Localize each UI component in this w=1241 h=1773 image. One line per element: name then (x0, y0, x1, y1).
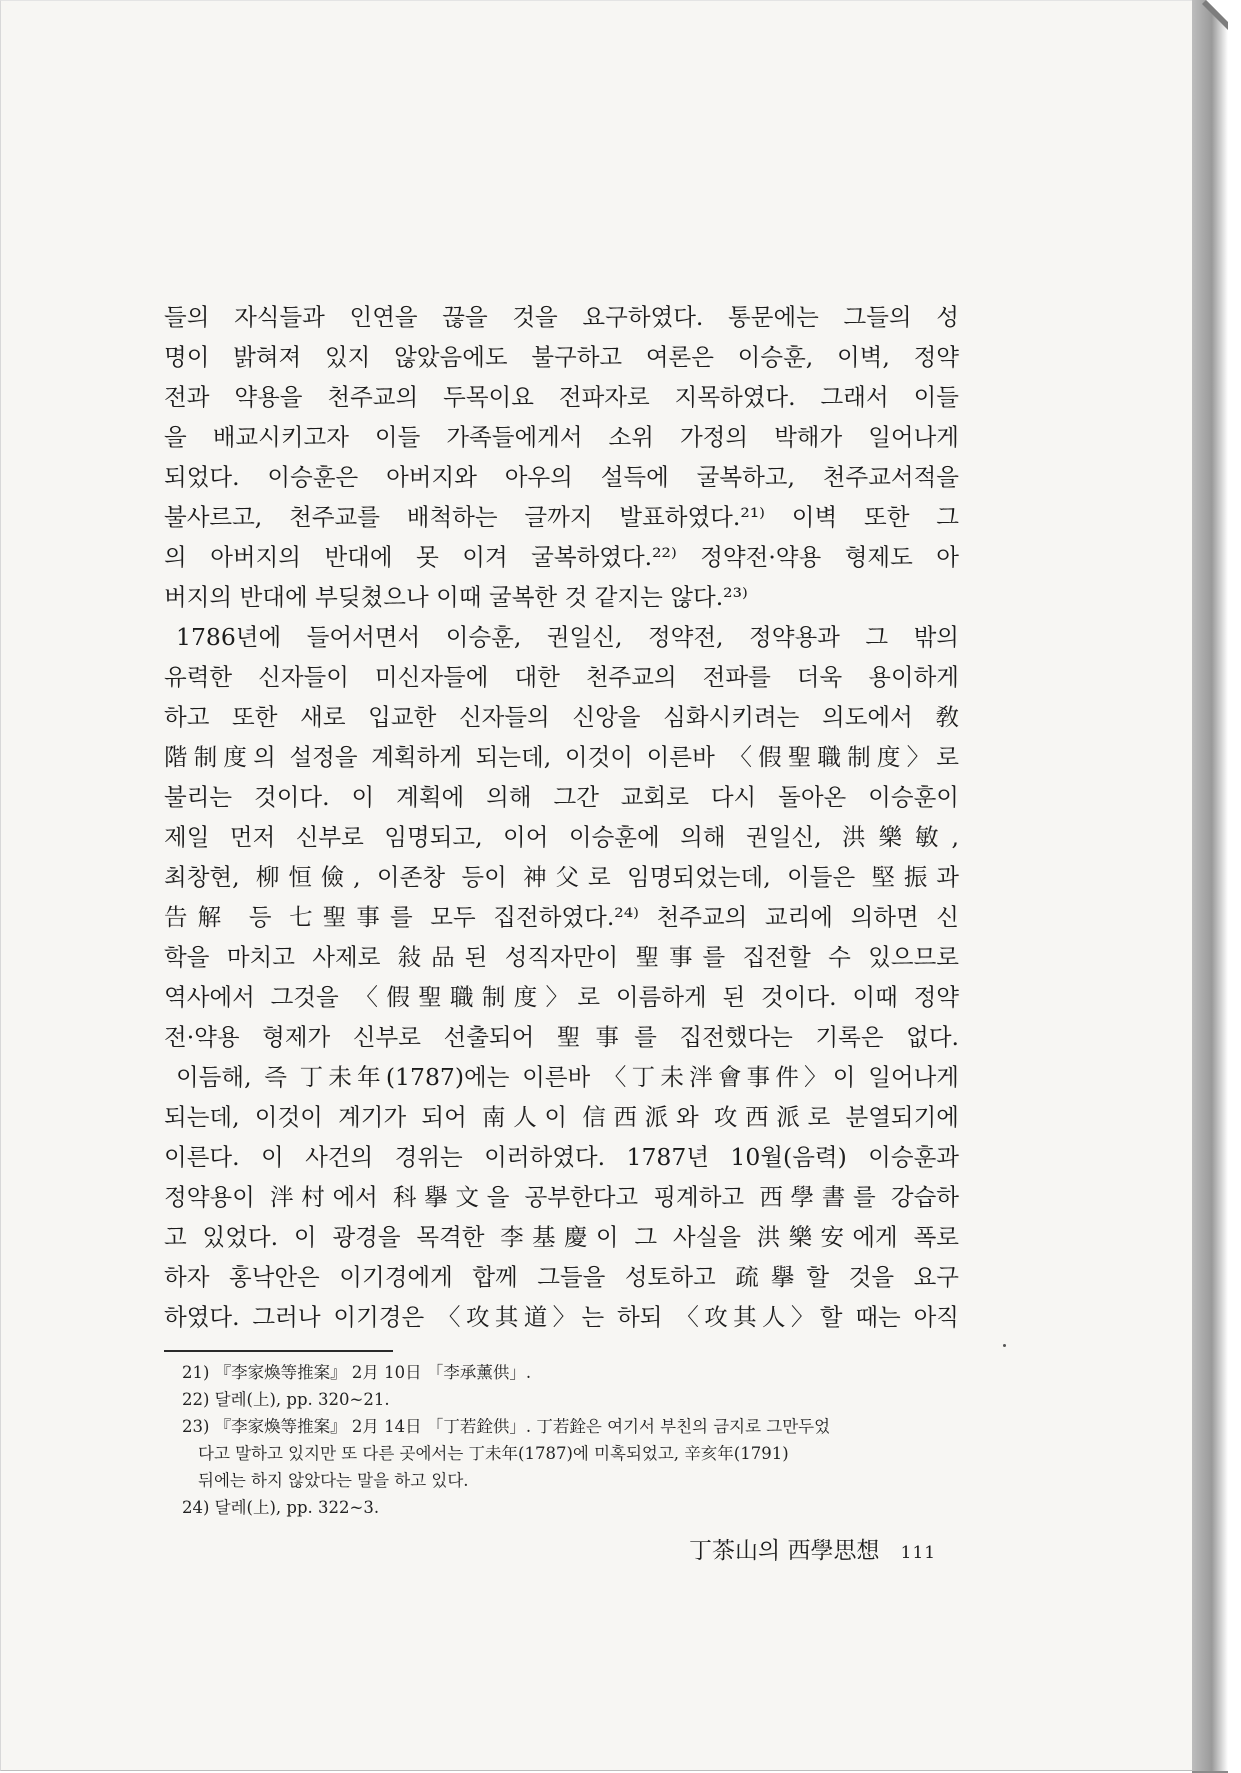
text-line: 고 있었다. 이 광경을 목격한 李基慶이 그 사실을 洪樂安에게 폭로 (164, 1223, 959, 1251)
footnotes (182, 1359, 972, 1521)
text-line: 전·약용 형제가 신부로 선출되어 聖事를 집전했다는 기록은 없다. (164, 1023, 959, 1051)
text-line: 정약용이 泮村에서 科擧文을 공부한다고 핑계하고 西學書를 강습하 (164, 1183, 959, 1211)
page-curl-shadow (1192, 0, 1241, 1773)
paragraph-2 (164, 617, 959, 1057)
paragraph-3 (164, 1057, 959, 1337)
footnote-21 (182, 1359, 972, 1386)
footnote-line: 24) 달레(上), pp. 322~3. (182, 1498, 380, 1517)
text-line: 학을 마치고 사제로 敍品된 성직자만이 聖事를 집전할 수 있으므로 (164, 943, 959, 971)
text-line: 되는데, 이것이 계기가 되어 南人이 信西派와 攻西派로 분열되기에 (164, 1103, 959, 1131)
text-line: 전과 약용을 천주교의 두목이요 전파자로 지목하였다. 그래서 이들 (164, 383, 959, 411)
text-line: 명이 밝혀져 있지 않았음에도 불구하고 여론은 이승훈, 이벽, 정약 (164, 343, 959, 371)
paragraph-1 (164, 297, 959, 617)
footnote-line: 21) 『李家煥等推案』 2月 10日 「李承薰供」. (182, 1363, 532, 1382)
body-text (164, 297, 959, 1337)
text-line: 이듬해, 즉 丁未年(1787)에는 이른바 〈丁未泮會事件〉이 일어나게 (176, 1063, 959, 1091)
text-line: 불사르고, 천주교를 배척하는 글까지 발표하였다.²¹⁾ 이벽 또한 그 (164, 503, 959, 531)
footnote-divider (164, 1350, 393, 1352)
text-line: 하고 또한 새로 입교한 신자들의 신앙을 심화시키려는 의도에서 敎 (164, 703, 959, 731)
footnote-line: 뒤에는 하지 않았다는 말을 하고 있다. (198, 1471, 469, 1490)
text-line: 階制度의 설정을 계획하게 되는데, 이것이 이른바 〈假聖職制度〉로 (164, 743, 959, 771)
text-line: 을 배교시키고자 이들 가족들에게서 소위 가정의 박해가 일어나게 (164, 423, 959, 451)
text-line: 하자 홍낙안은 이기경에게 합께 그들을 성토하고 疏擧할 것을 요구 (164, 1263, 959, 1291)
text-line: 告解 등 七聖事를 모두 집전하였다.²⁴⁾ 천주교의 교리에 의하면 신 (164, 903, 959, 931)
text-line: 제일 먼저 신부로 임명되고, 이어 이승훈에 의해 권일신, 洪樂敏, (164, 823, 959, 851)
text-line: 하였다. 그러나 이기경은 〈攻其道〉는 하되 〈攻其人〉할 때는 아직 (164, 1303, 959, 1331)
footnote-line: 23) 『李家煥等推案』 2月 14日 「丁若銓供」. 丁若銓은 여기서 부친의 금지로 그만두었 (182, 1417, 831, 1436)
footnote-24 (182, 1494, 972, 1521)
footnote-22 (182, 1386, 972, 1413)
text-line: 유력한 신자들이 미신자들에 대한 천주교의 전파를 더욱 용이하게 (164, 663, 959, 691)
text-line: 들의 자식들과 인연을 끊을 것을 요구하였다. 통문에는 그들의 성 (164, 303, 959, 331)
footnote-23 (182, 1413, 972, 1494)
text-line: 이른다. 이 사건의 경위는 이러하였다. 1787년 10월(음력) 이승훈과 (164, 1143, 959, 1171)
text-line: 의 아버지의 반대에 못 이겨 굴복하였다.²²⁾ 정약전·약용 형제도 아 (164, 543, 959, 571)
footnote-line: 22) 달레(上), pp. 320~21. (182, 1390, 390, 1409)
page-number: 111 (900, 1543, 937, 1563)
text-line: 역사에서 그것을 〈假聖職制度〉로 이름하게 된 것이다. 이때 정약 (164, 983, 959, 1011)
text-line: 되었다. 이승훈은 아버지와 아우의 설득에 굴복하고, 천주교서적을 (164, 463, 959, 491)
text-line: 최창현, 柳恒儉, 이존창 등이 神父로 임명되었는데, 이들은 堅振과 (164, 863, 959, 891)
footnote-line: 다고 말하고 있지만 또 다른 곳에서는 丁未年(1787)에 미혹되었고, 辛亥年(1791) (198, 1444, 789, 1463)
text-line: 불리는 것이다. 이 계획에 의해 그간 교회로 다시 돌아온 이승훈이 (164, 783, 959, 811)
text-line: 버지의 반대에 부딪쳤으나 이때 굴복한 것 같지는 않다.²³⁾ (164, 583, 748, 611)
text-line: 1786년에 들어서면서 이승훈, 권일신, 정약전, 정약용과 그 밖의 (176, 623, 959, 651)
running-footer (689, 1534, 959, 1568)
print-speck (1003, 1344, 1006, 1347)
running-title: 丁茶山의 西學思想 (689, 1538, 880, 1564)
